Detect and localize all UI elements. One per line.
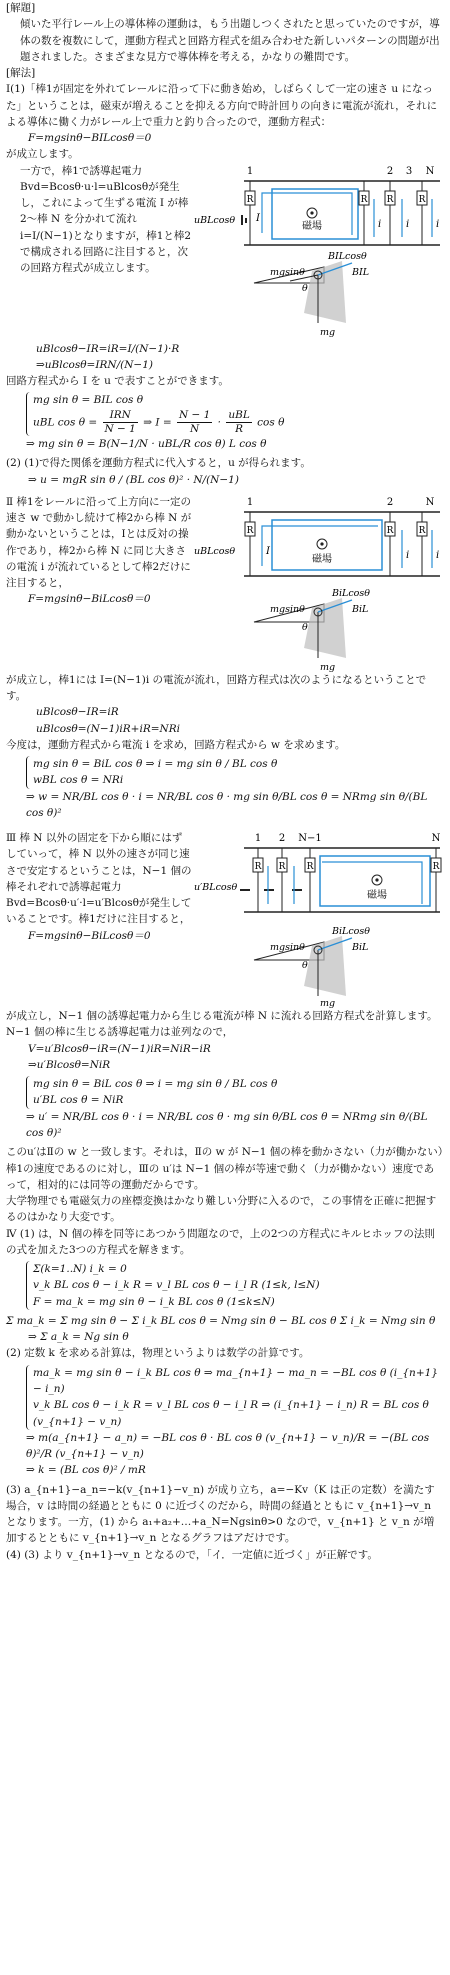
s1-paragraph-5: (2) (1)で得た関係を運動方程式に代入すると，u が得られます。 <box>6 457 311 470</box>
s2-system-line-3: ⇒ w = NR/BL cos θ · i = NR/BL cos θ · mg sin θ/BL cos θ = NRmg sin θ/(BL cos θ)² <box>26 790 428 819</box>
svg-text:R: R <box>386 525 394 536</box>
s1-paragraph-4: 回路方程式から I を u で表すことができます。 <box>6 375 229 388</box>
svg-text:u′BLcosθ: u′BLcosθ <box>194 882 238 894</box>
s3-system-line-1: mg sin θ = BiL cos θ ⇒ i = mg sin θ / BL cos θ <box>33 1078 278 1091</box>
svg-text:θ: θ <box>302 282 308 294</box>
s1-equation-4: ⇒ u = mgR sin θ / (BL cos θ)² · N/(N−1) <box>28 473 239 486</box>
s2-paragraph-1: Ⅱ 棒1をレールに沿って上方向に一定の速さ w で動かし続けて棒2から棒 N が動かないということは，Ⅰとは反対の操作であり，棒2から棒 N に同じ大きさの電流 i が流れているとして棒2だけに注目すると， <box>6 495 192 590</box>
svg-text:R: R <box>386 194 394 205</box>
s3-equation-1: F=mgsinθ−BiLcosθ＝0 <box>28 929 151 942</box>
figure-1 <box>192 163 444 341</box>
s1-text-with-figure <box>6 163 444 341</box>
s4-system-1 <box>6 1261 444 1310</box>
s1-equation-1: F=mgsinθ−BILcosθ＝0 <box>28 132 152 145</box>
s4-system-1-line-2: v_k BL cos θ − i_k R = v_l BL cos θ − i_l R (1≤k, l≤N) <box>33 1279 320 1292</box>
s4-system-1-line-3: F = ma_k = mg sin θ − i_k BL cos θ (1≤k≤N) <box>33 1295 275 1308</box>
fig1-label-2: 2 <box>386 165 394 177</box>
svg-text:i: i <box>406 549 410 561</box>
s1-system-line-2: uBL cos θ = $\frac{\text{IRN}}{N - 1}$ ⇒ I = $\frac{N - 1}{N}$ · $\frac{\text{uBL}}{R}$ cos θ <box>33 408 285 435</box>
svg-text:R: R <box>278 862 286 873</box>
svg-text:1: 1 <box>246 496 254 508</box>
s4-equation-1: Σ ma_k = Σ mg sin θ − Σ i_k BL cos θ = Nmg sin θ − BL cos θ Σ i_k = Nmg sin θ <box>6 1314 436 1327</box>
svg-text:uBLcosθ: uBLcosθ <box>194 545 236 557</box>
svg-text:I: I <box>266 545 270 557</box>
s4-system-2-line-3: ⇒ m(a_{n+1} − a_n) = −BL cos θ · BL cos θ (v_{n+1} − v_n)/R = −(BL cos θ)²/R (v_{n+1} − v_n) <box>26 1431 430 1461</box>
s3-system-line-3: ⇒ u′ = NR/BL cos θ · i = NR/BL cos θ · mg sin θ/BL cos θ = NRmg sin θ/(BL cos θ)² <box>26 1110 428 1140</box>
s3-paragraph-4: 大学物理でも電磁気力の座標変換はかなり難しい分野に入るので，この事情を正確に把握するのはかなり大変です。 <box>6 1195 437 1224</box>
svg-text:N−1: N−1 <box>298 833 322 845</box>
s2-paragraph-2: が成立し，棒1には I=(N−1)i の電流が流れ，回路方程式は次のようになるということです。 <box>6 673 427 703</box>
svg-text:N: N <box>431 833 441 845</box>
figure-2-svg <box>192 494 444 672</box>
figure-3 <box>192 830 444 1008</box>
s3-text-with-figure <box>6 830 444 1008</box>
svg-text:mg: mg <box>320 326 336 338</box>
figure-1-svg <box>192 163 444 341</box>
s1-paragraph-2: が成立します。 <box>6 148 79 161</box>
svg-text:i: i <box>436 218 440 230</box>
s4-system-2-line-2: v_k BL cos θ − i_k R = v_l BL cos θ − i_l R ⇒ (i_{n+1} − i_n) R = BL cos θ (v_{n+1} − v_n) <box>33 1399 429 1428</box>
commentary-header: [解題] <box>6 2 36 14</box>
s3-paragraph-2: が成立し，N−1 個の誘導起電力から生じる電流が棒 N に流れる回路方程式を計算します。N−1 個の棒に生じる誘導起電力は並列なので， <box>6 1010 438 1039</box>
svg-text:磁場: 磁場 <box>312 553 332 565</box>
svg-text:BILcosθ: BILcosθ <box>328 250 367 262</box>
svg-text:BiL: BiL <box>352 603 369 615</box>
s1-system-line-3: ⇒ mg sin θ = B(N−1/N · uBL/R cos θ) L cos θ <box>26 437 267 450</box>
s4-system-2-line-4: ⇒ k = (BL cos θ)² / mR <box>26 1464 146 1477</box>
s2-equation-2: uBlcosθ−IR=iR <box>36 706 119 719</box>
figure-2 <box>192 494 444 672</box>
svg-text:BIL: BIL <box>352 266 370 278</box>
svg-text:mg: mg <box>320 661 336 672</box>
s1-paragraph-1: Ⅰ(1)「棒1が固定を外れてレールに沿って下に動き始め，しばらくして一定の速さ u になった」ということは，磁束が増えることを抑える方向で時計回りの向きに電流が流れ，それによる導体に働く力がレール上で重力と釣り合ったので，運動方程式： <box>6 83 438 128</box>
fig1-label-1: 1 <box>246 165 254 177</box>
svg-text:2: 2 <box>278 833 286 845</box>
s2-system <box>6 756 444 821</box>
s4-paragraph-2: (2) 定数 k を求める計算は，物理というよりは数学の計算です。 <box>6 1347 310 1360</box>
s3-paragraph-3: このu′はⅡの w と一致します。それは，Ⅱの w が N−1 個の棒を動かさない（力が働かない）棒1の速度であるのに対し，Ⅲの u′は N−1 個の棒が等速で動く（力が働かない）速度であって，相対的には同等の運動だからです。 <box>6 1146 443 1191</box>
svg-text:BiLcosθ: BiLcosθ <box>332 587 370 599</box>
s2-system-line-1: mg sin θ = BiL cos θ ⇒ i = mg sin θ / BL cos θ <box>33 758 278 771</box>
svg-text:mgsinθ: mgsinθ <box>270 266 305 278</box>
svg-text:R: R <box>246 525 254 536</box>
s4-paragraph-3: (3) a_{n+1}−a_n=−k(v_{n+1}−v_n) が成り立ち，a=−Kv（K は正の定数）を満たす場合，v は時間の経過とともに 0 に近づくのだから，時間の経過とともに v_{n+1}→v_n となります。一方，(1) から a₁+a₂+…+a_N=Ngsinθ>0 なので，v_{n+1} と v_n が増加するとともに v_{n+1}→v_n となるグラフはアだけです。 <box>6 1483 435 1545</box>
fig1-emf-label: uBLcosθ <box>194 214 236 226</box>
s4-system-2-line-1: ma_k = mg sin θ − i_k BL cos θ ⇒ ma_{n+1} − ma_n = −BL cos θ (i_{n+1} − i_n) <box>33 1366 438 1395</box>
s3-system <box>6 1076 444 1141</box>
s1-equation-3: ⇒uBlcosθ=IRN/(N−1) <box>36 358 153 371</box>
svg-text:磁場: 磁場 <box>367 890 387 902</box>
svg-text:BiL: BiL <box>352 942 369 954</box>
s3-paragraph-1: Ⅲ 棒 N 以外の固定を下から順にはずしていって，棒 N 以外の速さが同じ速さで安定するということは，N−1 個の棒それぞれで誘導起電力Bvd=Bcosθ·u′·l=u′Blcosθが発生していることです。棒1だけに注目すると， <box>6 832 192 926</box>
fig1-label-3: 3 <box>405 165 413 177</box>
svg-text:2: 2 <box>386 496 394 508</box>
svg-text:R: R <box>306 862 314 873</box>
svg-text:R: R <box>254 862 262 873</box>
svg-text:I: I <box>256 212 260 224</box>
s4-equation-2: ⇒ Σ a_k = Ng sin θ <box>28 1331 129 1344</box>
s1-system <box>6 392 444 452</box>
s2-equation-1: F=mgsinθ−BiLcosθ＝0 <box>28 593 151 606</box>
svg-text:mgsinθ: mgsinθ <box>270 942 305 954</box>
svg-text:R: R <box>418 194 426 205</box>
fig1-field-label: 磁場 <box>302 220 322 232</box>
s2-equation-3: uBlcosθ=(N−1)iR+iR=NRi <box>36 722 180 735</box>
fig1-label-N: N <box>425 165 435 177</box>
s3-equation-3: ⇒u′Blcosθ=NiR <box>28 1058 111 1071</box>
s3-system-line-2: u′BL cos θ = NiR <box>33 1094 124 1107</box>
svg-text:R: R <box>246 194 254 205</box>
s4-system-1-line-1: Σ(k=1..N) i_k = 0 <box>33 1263 127 1276</box>
figure-3-svg <box>192 830 444 1008</box>
svg-text:i: i <box>436 549 440 561</box>
s1-paragraph-3: 一方で，棒1で誘導起電力Bvd=Bcosθ·u·l=uBlcosθが発生し，これによって生ずる電流 I が棒2〜棒 N を分かれて流れ i=I/(N−1)となりますが，棒1と棒2で構成される回路に注目すると，次の回路方程式が成立します。 <box>20 164 192 275</box>
s4-paragraph-1: Ⅳ (1) は，N 個の棒を同等にあつかう問題なので，上の2つの方程式にキルヒホッフの法則の式を加えた3つの方程式を解きます。 <box>6 1227 435 1256</box>
solution-header: [解法] <box>6 67 36 80</box>
svg-text:i: i <box>406 218 410 230</box>
s2-text-with-figure <box>6 494 444 672</box>
s2-paragraph-3: 今度は，運動方程式から電流 i を求め，回路方程式から w を求めます。 <box>6 738 346 751</box>
svg-text:mg: mg <box>320 998 336 1009</box>
svg-text:N: N <box>425 496 435 508</box>
svg-text:R: R <box>418 525 426 536</box>
svg-text:BiLcosθ: BiLcosθ <box>332 926 370 938</box>
svg-text:i: i <box>378 218 382 230</box>
s2-system-line-2: wBL cos θ = NRi <box>33 774 124 787</box>
s4-system-2 <box>6 1365 444 1479</box>
svg-text:mgsinθ: mgsinθ <box>270 603 305 615</box>
svg-text:θ: θ <box>302 960 308 972</box>
s3-equation-2: V=u′Blcosθ−iR=(N−1)iR=NiR−iR <box>28 1042 211 1055</box>
svg-text:R: R <box>360 194 368 205</box>
s1-system-line-1: mg sin θ = BIL cos θ <box>33 394 144 407</box>
s1-equation-2: uBlcosθ−IR=iR=I/(N−1)·R <box>36 342 180 355</box>
intro-paragraph: 傾いた平行レール上の導体棒の運動は，もう出題しつくされたと思っていたのですが，導体の数を複数にして，運動方程式と回路方程式を組み合わせた新しいパターンの問題が出題されました。さまざまな見方で導体棒を考える，かなりの難問です。 <box>20 18 440 63</box>
svg-text:θ: θ <box>302 621 308 633</box>
svg-text:1: 1 <box>254 833 262 845</box>
s4-paragraph-4: (4) (3) より v_{n+1}→v_n となるので，「イ．一定値に近づく」が正解です。 <box>6 1548 378 1561</box>
svg-text:R: R <box>432 862 440 873</box>
